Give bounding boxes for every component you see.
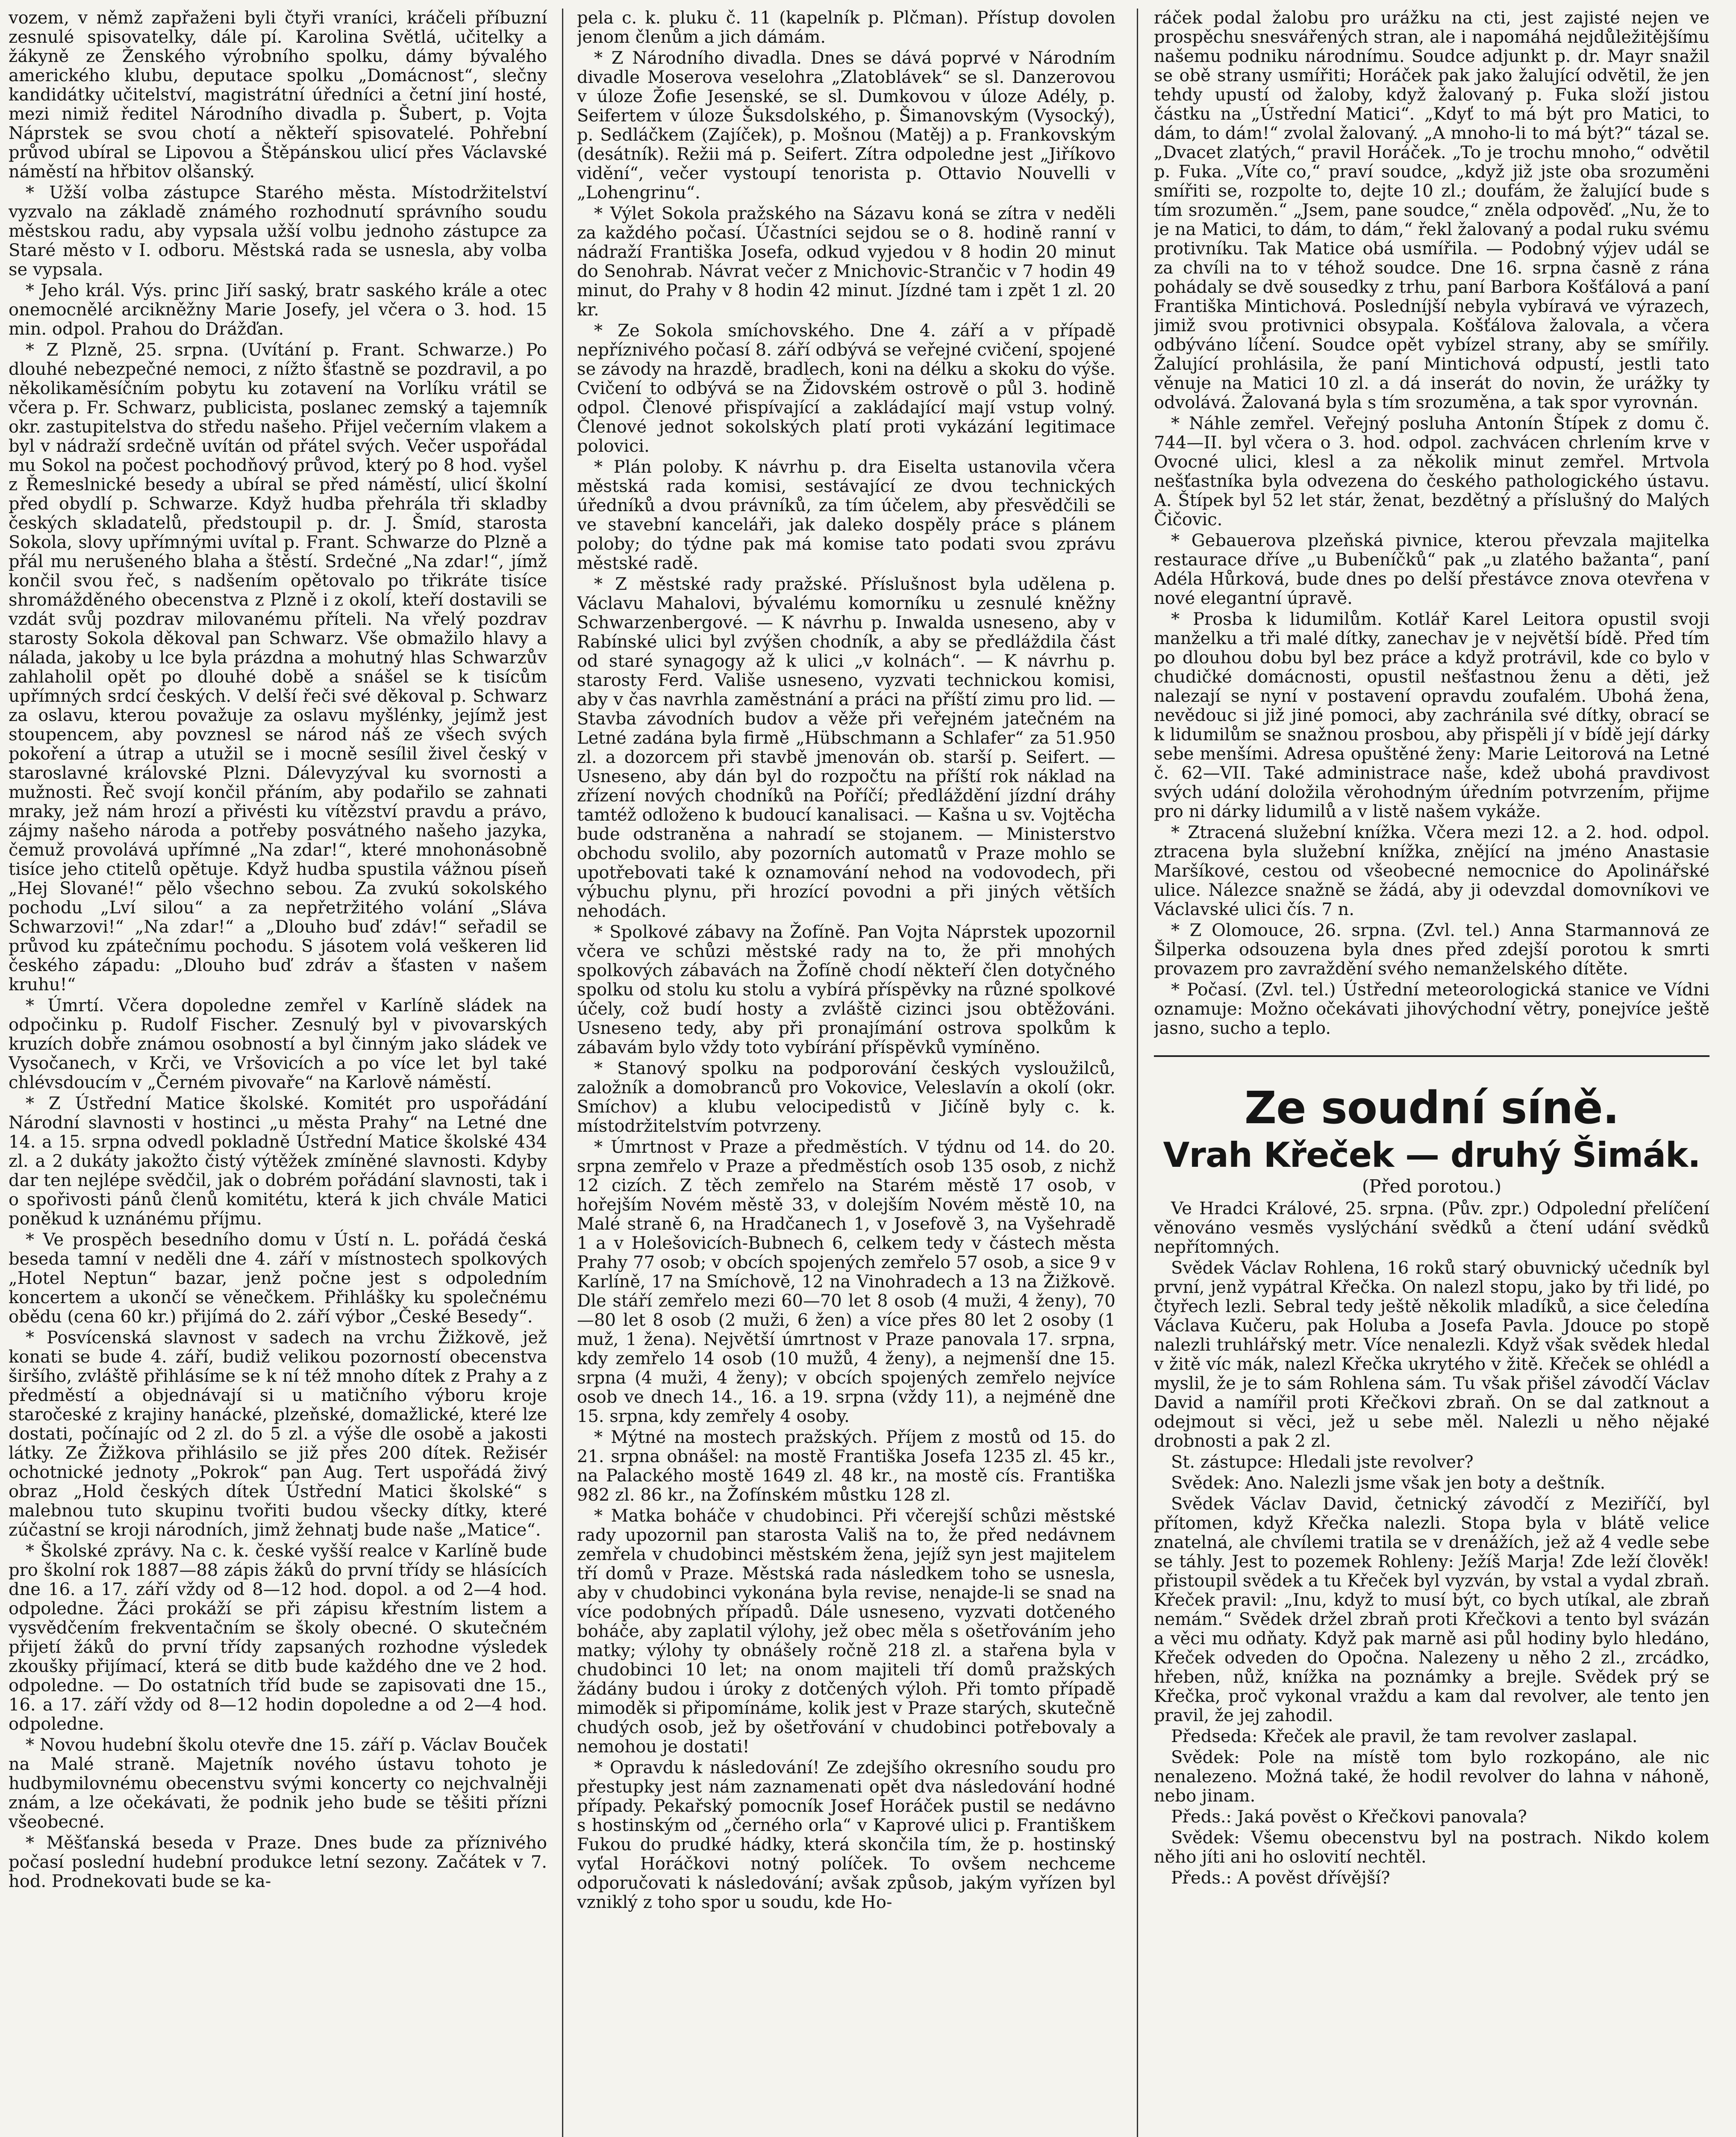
article-paragraph: * Opravdu k následování! Ze zdejšího okresního soudu pro přestupky jest nám zaznamenati opět dva následování hodné případy. Pekařský pomocník Josef Horáček pustil se nedávno s hostinským od „černého orla“ v Kaprové ulici p. Františkem Fukou do prudké hádky, která skončila tím, že p. hostinský vyťal Horáčkovi notný políček. To ovšem nechceme odporučovati k následování; avšak způsob, jakým vyřízen byl vzniklý z toho spor u soudu, kde Ho- xyxy=(577,1758,1115,1912)
article-paragraph: * Spolkové zábavy na Žofíně. Pan Vojta Náprstek upozornil včera ve schůzi městské rady na to, že při mnohých spolkových zábavách na Žofíně chodí někteří člen dotyčného spolku od stolu ku stolu a vybírá příspěvky na různé spolkové účely, což budí hosty a zvláště cizinci jsou obtěžováni. Usneseno tedy, aby při pronajímání ostrova spolkům k zábavám bylo vždy toto vybírání příspěvků vymíněno. xyxy=(577,922,1115,1057)
article-paragraph: * Novou hudební školu otevře dne 15. září p. Václav Bouček na Malé straně. Majetník nového ústavu tohoto je hudbymilovnému obecenstvu svými koncerty co nejchvalněji znám, a lze očekávati, že podnik jeho bude se těšiti přízni všeobecné. xyxy=(9,1735,547,1832)
article-paragraph: * Z Ústřední Matice školské. Komitét pro uspořádání Národní slavnosti v hostinci „u města Prahy“ na Letné dne 14. a 15. srpna odvedl pokladně Ústřední Matice školské 434 zl. a 2 dukáty jakožto čistý výtěžek zmíněné slavnosti. Kdyby dar ten nejlépe svědčil, jak o dobrém pořádání slavnosti, tak i o spořivosti pánů členů komitétu, která k jich chvále Matici poněkud k uznánému příjmu. xyxy=(9,1094,547,1229)
article-paragraph: * Mýtné na mostech pražských. Příjem z mostů od 15. do 21. srpna obnášel: na mostě Františka Josefa 1235 zl. 45 kr., na Palackého mostě 1649 zl. 48 kr., na mostě cís. Františka 982 zl. 86 kr., na Žofínském můstku 128 zl. xyxy=(577,1428,1115,1505)
article-paragraph: Svědek: Pole na místě tom bylo rozkopáno, ale nic nenalezeno. Možná také, že hodil revolver do lahna v náhoně, nebo jinam. xyxy=(1154,1748,1710,1806)
article-paragraph: Svědek Václav Rohlena, 16 roků starý obuvnický učedník byl první, jenž vypátral Křečka. On nalezl stopu, jako by tři lidé, po čtyřech lezli. Sebral tedy ještě několik mladíků, a sice čeledína Václava Kučeru, pak Holuba a Josefa Pavla. Jdouce po stopě nalezli truhlářský metr. Více nenalezli. Když však svědek hledal v žitě víc mák, nalezl Křečka ukrytého v žitě. Křeček se ohlédl a myslil, že je to sám Rohlena sám. Tu však přišel závodčí Václav David a namířil proti Křečkovi zbraň. On se dal zatknout a odejmout si věci, jež u sebe měl. Nalezli u něho nějaké drobnosti a pak 2 zl. xyxy=(1154,1258,1710,1451)
article-paragraph: * Gebauerova plzeňská pivnice, kterou převzala majitelka restaurace dříve „u Bubeníčků“ pak „u zlatého bažanta“, paní Adéla Hůrková, bude dnes po delší přestávce znova otevřena v nové elegantní úpravě. xyxy=(1154,531,1710,608)
article-paragraph: * Jeho král. Výs. princ Jiří saský, bratr saského krále a otec onemocnělé arcikněžny Marie Josefy, jel včera o 3. hod. 15 min. odpol. Prahou do Drážďan. xyxy=(9,281,547,339)
article-paragraph: * Náhle zemřel. Veřejný posluha Antonín Štípek z domu č. 744—II. byl včera o 3. hod. odpol. zachvácen chrlením krve v Ovocné ulici, klesl a za několik minut zemřel. Mrtvola nešťastníka byla odvezena do českého pathologického ústavu. A. Štípek byl 52 let stár, ženat, bezdětný a příslušný do Malých Čičovic. xyxy=(1154,414,1710,530)
article-paragraph: * Posvícenská slavnost v sadech na vrchu Žižkově, jež konati se bude 4. září, budiž velikou pozorností obecenstva širšího, zvláště přihlásíme se k ní též mnoho dítek z Prahy a z předměstí a objednávají si u matičního výboru kroje staročeské z krajiny hanácké, plzeňské, domažlické, které lze dostati, počínajíc od 2 zl. do 5 zl. a výše dle osobě a jakosti látky. Ze Žižkova přihlásilo se již přes 200 dítek. Režisér ochotnické jednoty „Pokrok“ pan Aug. Tert uspořádá živý obraz „Hold českých dítek Ústřední Matici školské“ s malebnou tuto skupinu tvořiti budou všecky dítky, které zúčastní se kroji národních, jimž žehnatj bude naše „Matice“. xyxy=(9,1328,547,1540)
article-paragraph: * Úmrtnost v Praze a předměstích. V týdnu od 14. do 20. srpna zemřelo v Praze a předměstích osob 135 osob, z nichž 12 cizích. Z těch zemřelo na Starém městě 17 osob, v hořejším Novém městě 33, v dolejším Novém městě 10, na Malé straně 6, na Hradčanech 1, v Josefově 3, na Vyšehradě 1 a v Holešovicích-Bubnech 6, celkem tedy v částech města Prahy 77 osob; v obcích spojených zemřelo 57 osob, a sice 9 v Karlíně, 17 na Smíchově, 12 na Vinohradech a 13 na Žižkově. Dle stáří zemřelo mezi 60—70 let 8 osob (4 muži, 4 ženy), 70—80 let 8 osob (2 muži, 6 žen) a více přes 80 let 2 osoby (1 muž, 1 žena). Největší úmrtnost v Praze panovala 17. srpna, kdy zemřelo 14 osob (10 mužů, 4 ženy), a nejmenší dne 15. srpna (4 muži, 4 ženy); v obcích spojených zemřelo nejvíce osob ve dnech 14., 16. a 19. srpna (vždy 11), a nejméně dne 15. srpna, kdy zemřely 4 osoby. xyxy=(577,1137,1115,1426)
article-paragraph: * Ze Sokola smíchovského. Dne 4. září a v případě nepříznivého počasí 8. září odbývá se veřejné cvičení, spojené se závody na hrazdě, bradlech, koni na délku a skoku do výše. Cvičení to odbývá se na Židovském ostrově o půl 3. hodině odpol. Členové přispívající a zakládající mají vstup volný. Členové jednot sokolských platí proti vykázání legitimace polovici. xyxy=(577,321,1115,456)
article-paragraph: * Výlet Sokola pražského na Sázavu koná se zítra v neděli za každého počasí. Účastníci sejdou se o 8. hodině ranní v nádraží Františka Josefa, odkud vyjedou v 8 hodin 20 minut do Senohrab. Návrat večer z Mnichovic-Strančic v 7 hodin 49 minut, do Prahy v 8 hodin 42 minut. Jízdné tam i zpět 1 zl. 20 kr. xyxy=(577,204,1115,320)
article-paragraph: * Z Olomouce, 26. srpna. (Zvl. tel.) Anna Starmannová ze Šilperka odsouzena byla dnes před zdejší porotou k smrti provazem pro zavraždění svého nemanželského dítěte. xyxy=(1154,921,1710,979)
column-2 xyxy=(577,9,1115,2137)
article-paragraph: * Ve prospěch besedního domu v Ústí n. L. pořádá česká beseda tamní v neděli dne 4. září v místnostech spolkových „Hotel Neptun“ bazar, jenž počne jest s odpoledním koncertem a ukončí se věnečkem. Přihlášky ku společnému obědu (cena 60 kr.) přijímá do 2. září výbor „České Besedy“. xyxy=(9,1230,547,1327)
article-paragraph: Svědek Václav David, četnický závodčí z Meziříčí, byl přítomen, když Křečka nalezli. Stopa byla v blátě velice znatelná, ale chvílemi tratila se v drenážích, jež až 4 vedle sebe se táhly. Jest to pozemek Rohleny: Ježíš Marja! Zde leží člověk! přistoupil svědek a tu Křeček byl vyzván, by vstal a vydal zbraň. Křeček pravil: „Inu, když to musí být, co bych utíkal, ale zbraň nemám.“ Svědek držel zbraň proti Křečkovi a tento byl svázán a věci mu odňaty. Když pak marně asi půl hodiny bylo hledáno, Křeček odveden do Opočna. Nalezeny u něho 2 zl., zrcádko, hřeben, nůž, knížka na poznámky a brejle. Svědek prý se Křečka, proč vykonal vraždu a kam dal revolver, ale tento jen pravil, že jej zahodil. xyxy=(1154,1494,1710,1725)
article-paragraph: Předs.: A pověst dřívější? xyxy=(1171,1868,1390,1888)
article-paragraph: * Plán poloby. K návrhu p. dra Eiselta ustanovila včera městská rada komisi, sestávající ze dvou technických úředníků a dvou právníků, za tím účelem, aby přesvědčili se ve stavební kanceláři, jak daleko dospěly práce s plánem poloby; do týdne pak má komise tato podati svou zprávu městské radě. xyxy=(577,457,1115,573)
article-paragraph: * Užší volba zástupce Starého města. Místodržitelství vyzvalo na základě známého rozhodnutí správního soudu městskou radu, aby vypsala užší volbu jednoho zástupce za Staré město v I. odboru. Městská rada se usnesla, aby volba se vypsala. xyxy=(9,183,547,280)
column-1 xyxy=(9,9,547,2137)
column-divider xyxy=(1137,9,1138,2137)
article-paragraph: * Úmrtí. Včera dopoledne zemřel v Karlíně sládek na odpočinku p. Rudolf Fischer. Zesnulý byl v pivovarských kruzích dobře známou osobností a byl činným jako sládek ve Vysočanech, v Krči, ve Vršovicích a po více let byl také chlévsdoucím v „Černém pivovaře“ na Karlově náměstí. xyxy=(9,996,547,1092)
article-paragraph: * Ztracená služební knížka. Včera mezi 12. a 2. hod. odpol. ztracena byla služební knížka, znějící na jméno Anastasie Maršíkové, cestou od všeobecné nemocnice do Apolinářské ulice. Nálezce snažně se žádá, aby ji odevzdal domovníkovi ve Václavské ulici čís. 7 n. xyxy=(1154,823,1710,919)
article-paragraph: pela c. k. pluku č. 11 (kapelník p. Plčman). Přístup dovolen jenom členům a jich dámám. xyxy=(577,9,1115,47)
article-paragraph: * Stanový spolku na podporování českých vysloužilců, založník a domobranců pro Vokovice, Veleslavín a okolí (okr. Smíchov) a klubu velocipedistů v Jičíně byly c. k. místodržitelstvím potvrzeny. xyxy=(577,1059,1115,1136)
article-paragraph: * Matka boháče v chudobinci. Při včerejší schůzi městské rady upozornil pan starosta Vališ na to, že před nedávnem zemřela v chudobinci městském žena, jejíž syn jest majitelem tří domů v Praze. Městská rada následkem toho se usnesla, aby v chudobinci vykonána byla revise, nenajde-li se snad na více podobných případů. Dále usneseno, vyzvati dotčeného boháče, aby zaplatil výlohy, jež obec měla s ošetřováním jeho matky; výlohy ty obnášely ročně 218 zl. a stařena byla v chudobinci 10 let; na onom majiteli tří domů pražských žádány budou i úroky z dotčených výloh. Při tomto případě mimoděk si připomínáme, kolik jest v Praze starých, skutečně chudých osob, jež by ošetřování v chudobinci potřebovaly a nemohou je dostati! xyxy=(577,1506,1115,1757)
article-paragraph: * Počasí. (Zvl. tel.) Ústřední meteorologická stanice ve Vídni oznamuje: Možno očekávati jihovýchodní větry, ponejvíce ještě jasno, sucho a teplo. xyxy=(1154,980,1710,1038)
section-divider xyxy=(1154,1055,1710,1057)
section-title: Ze soudní síně. xyxy=(1244,1082,1619,1134)
article-paragraph: Předs.: Jaká pověst o Křečkovi panovala? xyxy=(1171,1807,1527,1827)
article-paragraph: vozem, v němž zapřaženi byli čtyři vraníci, kráčeli příbuzní zesnulé spisovatelky, dále pí. Karolina Světlá, učitelky a žákyně ze Ženského výrobního spolku, dámy bývalého amerického klubu, deputace spolku „Domácnost“, slečny kandidátky učitelství, magistrátní úředníci a četní jiní hosté, mezi nimiž ředitel Národního divadla p. Šubert, p. Vojta Náprstek se svou chotí a někteří spisovatelé. Pohřební průvod ubíral se Lipovou a Štěpánskou ulicí přes Václavské náměstí na hřbitov olšanský. xyxy=(9,9,547,182)
article-headline: Vrah Křeček — druhý Šimák. xyxy=(1163,1135,1701,1175)
article-paragraph: * Z městské rady pražské. Příslušnost byla udělena p. Václavu Mahalovi, bývalému komorníku u zesnulé kněžny Schwarzenbergové. — K návrhu p. Inwalda usneseno, aby v Rabínské ulici byl zvýšen chodník, a aby se předláždila část od staré synagogy až k ulici „v kolnách“. — K návrhu p. starosty Ferd. Vališe usneseno, vyzvati technickou komisi, aby v čas navrhla zaměstnání a práci na příští zimu pro lid. — Stavba závodních budov a věže při veřejném jatečném na Letné zadána byla firmě „Hübschmann a Schlafer“ za 51.950 zl. a dozorcem při stavbě jmenován ob. starší p. Seifert. — Usneseno, aby dán byl do rozpočtu na příští rok náklad na zřízení nových chodníků na Poříčí; předláždění jízdní dráhy tamtéž odloženo k budoucí kanalisaci. — Kašna u sv. Vojtěcha bude odstraněna a nahradí se stojanem. — Ministerstvo obchodu svolilo, aby pozorních automatů v Praze mohlo se upotřebovati také k oznamování nehod na vodovodech, při výbuchu plynu, při hrozící povodni a při jiných větších nehodách. xyxy=(577,574,1115,921)
article-paragraph: Ve Hradci Králové, 25. srpna. (Pův. zpr.) Odpolední přelíčení věnováno vesměs vyslýchání svědků a čtení udání svědků nepřítomných. xyxy=(1154,1199,1710,1257)
article-paragraph: ráček podal žalobu pro urážku na cti, jest zajisté nejen ve prospěchu snesvářených stran, ale i napomáhá nejdůležitějšímu našemu podniku národnímu. Soudce adjunkt p. dr. Mayr snažil se obě strany usmířiti; Horáček pak jako žalující odvětil, že jen tehdy upustí od žaloby, když žalovaný p. Fuka složí jistou částku na „Ústřední Matici“. „Kdyť to má být pro Matici, to dám, to dám!“ zvolal žalovaný. „A mnoho-li to má být?“ tázal se. „Dvacet zlatých,“ pravil Horáček. „To je trochu mnoho,“ odvětil p. Fuka. „Víte co,“ praví soudce, „když již jste oba srozuměni smířiti se, rozpolte to, dejte 10 zl.; doufám, že žalující bude s tím srozuměn.“ „Jsem, pane soudce,“ zněla odpověď. „Nu, že to je na Matici, to dám, to dám,“ řekl žalovaný a podal ruku svému protivníku. Tak Matice obá usmířila. — Podobný výjev udál se za chvíli na to v téhož soudce. Dne 16. srpna časně z rána pohádaly se dvě sousedky z trhu, paní Barbora Košťálová a paní Františka Mintichová. Posledníjší nebyla vybíravá ve výrazech, jimiž svou protivnici obsypala. Košťálova žalovala, a včera odbýváno líčení. Soudce opět vybízel strany, aby se smířily. Žalující prohlásila, že paní Mintichová odpustí, jestli tato věnuje na Matici 10 zl. a dá inserát do novin, že urážky ty odvolává. Žalovaná byla s tím srozuměna, a tak spor vyrovnán. xyxy=(1154,9,1710,412)
article-paragraph: Předseda: Křeček ale pravil, že tam revolver zaslapal. xyxy=(1171,1727,1638,1746)
column-divider xyxy=(562,9,563,2137)
article-paragraph: Svědek: Ano. Nalezli jsme však jen boty a deštník. xyxy=(1171,1473,1606,1493)
article-paragraph: * Prosba k lidumilům. Kotlář Karel Leitora opustil svoji manželku a tři malé dítky, zanechav je v největší bídě. Před tím po dlouhou dobu byl bez práce a když protrávil, kde co bylo v chudičké domácnosti, opustil nešťastnou ženu a děti, jež nalezají se nyní v postavení opravdu zoufalém. Ubohá žena, nevědouc si již jiné pomoci, aby zachránila své dítky, obrací se k lidumilům se snažnou prosbou, aby přispěli jí v bídě její dárky sebe menšími. Adresa opuštěné ženy: Marie Leitorová na Letné č. 62—VII. Také administrace naše, kdež ubohá pravdivost svých udání doložila věrohodným úředním potvrzením, přijme pro ni dárky lidumilů a v listě našem vykáže. xyxy=(1154,609,1710,821)
article-paragraph: * Z Plzně, 25. srpna. (Uvítání p. Frant. Schwarze.) Po dlouhé nebezpečné nemoci, z nížto šťastně se pozdravil, a po několikaměsíčním pobytu ku zotavení na Vorlíku vrátil se včera p. Fr. Schwarz, publicista, poslanec zemský a tajemník okr. zastupitelstva do středu našeho. Přijel večerním vlakem a byl v nádraží srdečně uvítán od přátel svých. Večer uspořádal mu Sokol na počest pochodňový průvod, který po 8 hod. vyšel z Řemeslnické besedy a ubíral se před náměstí, ulicí školní před obydlí p. Schwarze. Když hudba přehrála tři skladby českých skladatelů, předstoupil p. dr. J. Šmíd, starosta Sokola, slovy upřímnými uvítal p. Frant. Schwarze do Plzně a přál mu nerušeného blaha a štěstí. Srdečné „Na zdar!“, jímž končil svou řeč, s nadšením opětovalo po třikráte tisíce shromážděného obecenstva z Plzně i z okolí, kteří dostavili se vzdát svůj pozdrav milovanému příteli. Na vřelý pozdrav starosty Sokola děkoval pan Schwarz. Vše obmažilo hlavy a nálada, jakoby u lce byla prázdna a mohutný hlas Schwarzův zahlaholil opět po dlouhé době a snášel se k tisícům upřímných srdcí českých. V delší řeči své děkoval p. Schwarz za oslavu, kterou považuje za oslavu myšlénky, jejímž jest stoupencem, aby povznesl se národ náš ze všech svých pokoření a útrap a utužil se i mocně sesílil živel český v staroslavné královské Plzni. Dálevyzýval ku svornosti a mužnosti. Řeč svojí končil přáním, aby podařilo se zahnati mraky, jež nám hrozí a přivésti ku vítězství pravdu a právo, zájmy našeho národa a potřeby posvátného našeho jazyka, čemuž provolává upřímné „Na zdar!“, které mnohonásobně tisíce jeho ctitelů opětuje. Když hudba spustila vážnou píseň „Hej Slované!“ pělo všechno sebou. Za zvukú sokolského pochodu „Lví silou“ a za nepřetržitého volání „Sláva Schwarzovi!“ „Na zdar!“ a „Dlouho buď zdáv!“ seřadil se průvod ku zpátečnímu pochodu. S jásotem volá veškeren lid českého západu: „Dlouho buď zdráv a šťasten v našem kruhu!“ xyxy=(9,340,547,995)
article-paragraph: St. zástupce: Hledali jste revolver? xyxy=(1171,1452,1474,1472)
article-paragraph: Svědek: Všemu obecenstvu byl na postrach. Nikdo kolem něho jíti ani ho oslovití nechtěl. xyxy=(1154,1828,1710,1867)
column-3 xyxy=(1154,9,1710,2137)
article-subtitle: (Před porotou.) xyxy=(1362,1176,1502,1197)
article-paragraph: * Školské zprávy. Na c. k. české vyšší realce v Karlíně bude pro školní rok 1887—88 zápis žáků do první třídy se hlásících dne 16. a 17. září vždy od 8—12 hod. dopol. a od 2—4 hod. odpoledne. Žáci prokáží se při zápisu křestním listem a vysvědčením frekventačním se školy obecné. O skutečném přijetí žáků do první třídy zapsaných rozhodne výsledek zkoušky přijímací, která se ditb bude každého dne ve 2 hod. odpoledne. — Do ostatních tříd bude se zapisovati dne 15., 16. a 17. září vždy od 8—12 hodin dopoledne a od 2—4 hod. odpoledne. xyxy=(9,1541,547,1734)
article-paragraph: * Měšťanská beseda v Praze. Dnes bude za příznivého počasí poslední hudební produkce letní sezony. Začátek v 7. hod. Prodnekovati bude se ka- xyxy=(9,1833,547,1891)
article-paragraph: * Z Národního divadla. Dnes se dává poprvé v Národním divadle Moserova veselohra „Zlatoblávek“ se sl. Danzerovou v úloze Žofie Jesenské, se sl. Dumkovou v úloze Adély, p. Seifertem v úloze Šuksdolského, p. Šimanovským (Vysocký), p. Sedláčkem (Zajíček), p. Mošnou (Matěj) a p. Frankovským (desátník). Režii má p. Seifert. Zítra odpoledne jest „Jiříkovo vidění“, večer vystoupí tenorista p. Ottavio Nouvelli v „Lohengrinu“. xyxy=(577,48,1115,203)
